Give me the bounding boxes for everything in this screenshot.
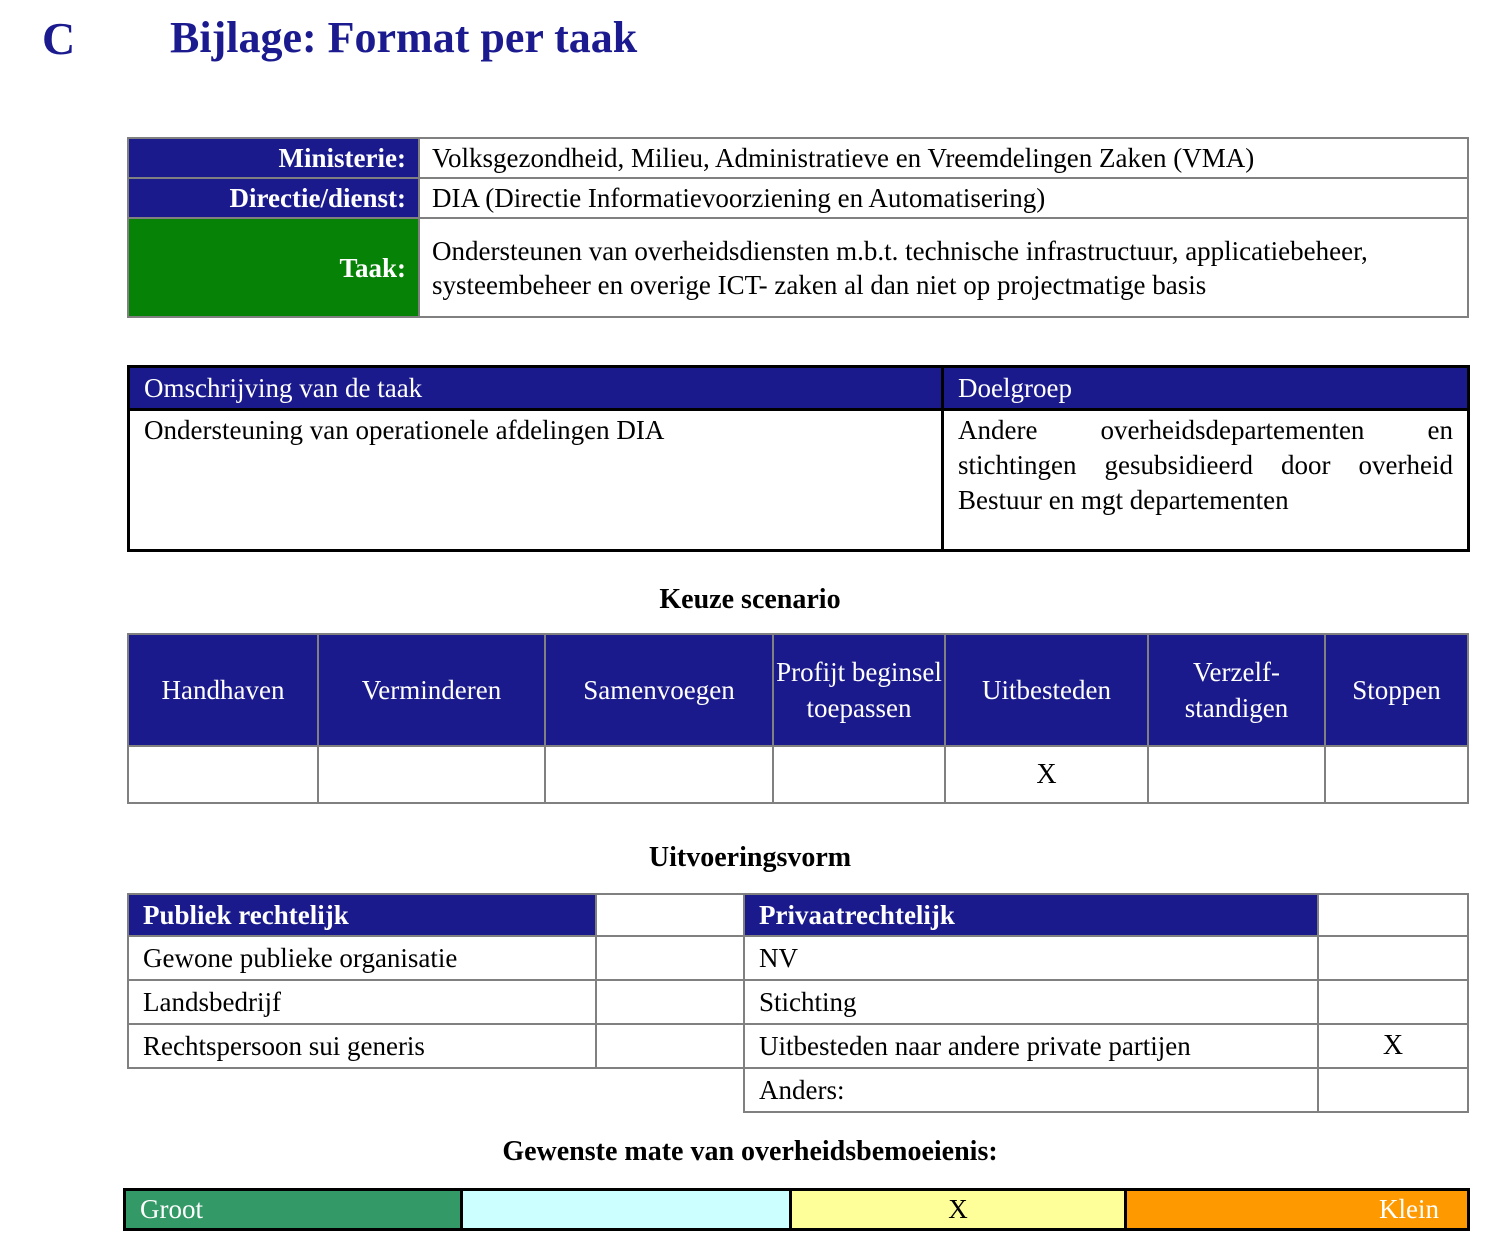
description-table — [127, 365, 1470, 552]
col-header-verminderen: Verminderen — [318, 634, 545, 746]
mark-uitbesteden-private-partijen: X — [1318, 1024, 1468, 1068]
row-rechtspersoon-sui-generis: Rechtspersoon sui generis — [128, 1024, 596, 1068]
row-uitbesteden-private-partijen: Uitbesteden naar andere private partijen — [744, 1024, 1318, 1068]
info-table — [127, 137, 1469, 318]
row-gewone-publieke-organisatie: Gewone publieke organisatie — [128, 936, 596, 980]
doelgroep-body: Andere overheidsdepartementen en stichtingen gesubsidieerd door overheid Bestuur en mgt departementen — [943, 410, 1469, 551]
scale-cell-x: X — [789, 1191, 1124, 1228]
col-header-samenvoegen: Samenvoegen — [545, 634, 773, 746]
omschrijving-body: Ondersteuning van operationele afdelingen DIA — [129, 410, 943, 551]
taak-label: Taak: — [128, 218, 419, 317]
page-title: Bijlage: Format per taak — [170, 13, 638, 62]
mark-cell-stoppen — [1325, 746, 1468, 803]
privaat-header-mark-cell — [1318, 894, 1468, 936]
col-header-profijt: Profijt beginsel toepassen — [773, 634, 945, 746]
directie-label: Directie/dienst: — [128, 178, 419, 218]
publiek-rechtelijk-header: Publiek rechtelijk — [128, 894, 596, 936]
overheidsbemoeienis-heading: Gewenste mate van overheidsbemoeienis: — [502, 1136, 998, 1167]
mark-rechtspersoon-sui-generis — [596, 1024, 744, 1068]
overheidsbemoeienis-scale — [123, 1188, 1470, 1231]
mark-stichting — [1318, 980, 1468, 1024]
row-stichting: Stichting — [744, 980, 1318, 1024]
mark-cell-verminderen — [318, 746, 545, 803]
section-letter: C — [42, 13, 76, 64]
info-row-taak — [128, 218, 1468, 317]
uitvoeringsvorm-heading: Uitvoeringsvorm — [648, 842, 852, 873]
keuze-scenario-heading: Keuze scenario — [659, 584, 841, 615]
directie-value: DIA (Directie Informatievoorziening en Automatisering) — [419, 178, 1468, 218]
publiek-header-mark-cell — [596, 894, 744, 936]
scale-cell-groot: Groot — [126, 1191, 460, 1228]
privaatrechtelijk-header: Privaatrechtelijk — [744, 894, 1318, 936]
scale-cell-empty — [460, 1191, 789, 1228]
ministerie-label: Ministerie: — [128, 138, 419, 178]
info-row-ministerie — [128, 138, 1468, 178]
scale-cell-klein: Klein — [1124, 1191, 1467, 1228]
mark-cell-profijt — [773, 746, 945, 803]
doelgroep-header: Doelgroep — [943, 367, 1469, 410]
mark-cell-samenvoegen — [545, 746, 773, 803]
col-header-stoppen: Stoppen — [1325, 634, 1468, 746]
mark-gewone-publieke-organisatie — [596, 936, 744, 980]
keuze-scenario-table — [127, 633, 1469, 804]
ghost-cell — [128, 1068, 596, 1112]
mark-nv — [1318, 936, 1468, 980]
mark-cell-handhaven — [128, 746, 318, 803]
row-landsbedrijf: Landsbedrijf — [128, 980, 596, 1024]
omschrijving-header: Omschrijving van de taak — [129, 367, 943, 410]
row-nv: NV — [744, 936, 1318, 980]
row-anders: Anders: — [744, 1068, 1318, 1112]
ministerie-value: Volksgezondheid, Milieu, Administratieve en Vreemdelingen Zaken (VMA) — [419, 138, 1468, 178]
mark-cell-uitbesteden: X — [945, 746, 1148, 803]
col-header-handhaven: Handhaven — [128, 634, 318, 746]
col-header-uitbesteden: Uitbesteden — [945, 634, 1148, 746]
col-header-verzelfstandigen: Verzelf-standigen — [1148, 634, 1325, 746]
mark-cell-verzelfstandigen — [1148, 746, 1325, 803]
info-row-directie — [128, 178, 1468, 218]
mark-landsbedrijf — [596, 980, 744, 1024]
uitvoeringsvorm-table — [127, 893, 1469, 1113]
mark-anders — [1318, 1068, 1468, 1112]
taak-value: Ondersteunen van overheidsdiensten m.b.t. technische infrastructuur, applicatiebeheer, systeembeheer en overige ICT- zaken al dan niet op projectmatige basis — [419, 218, 1468, 317]
ghost-cell — [596, 1068, 744, 1112]
